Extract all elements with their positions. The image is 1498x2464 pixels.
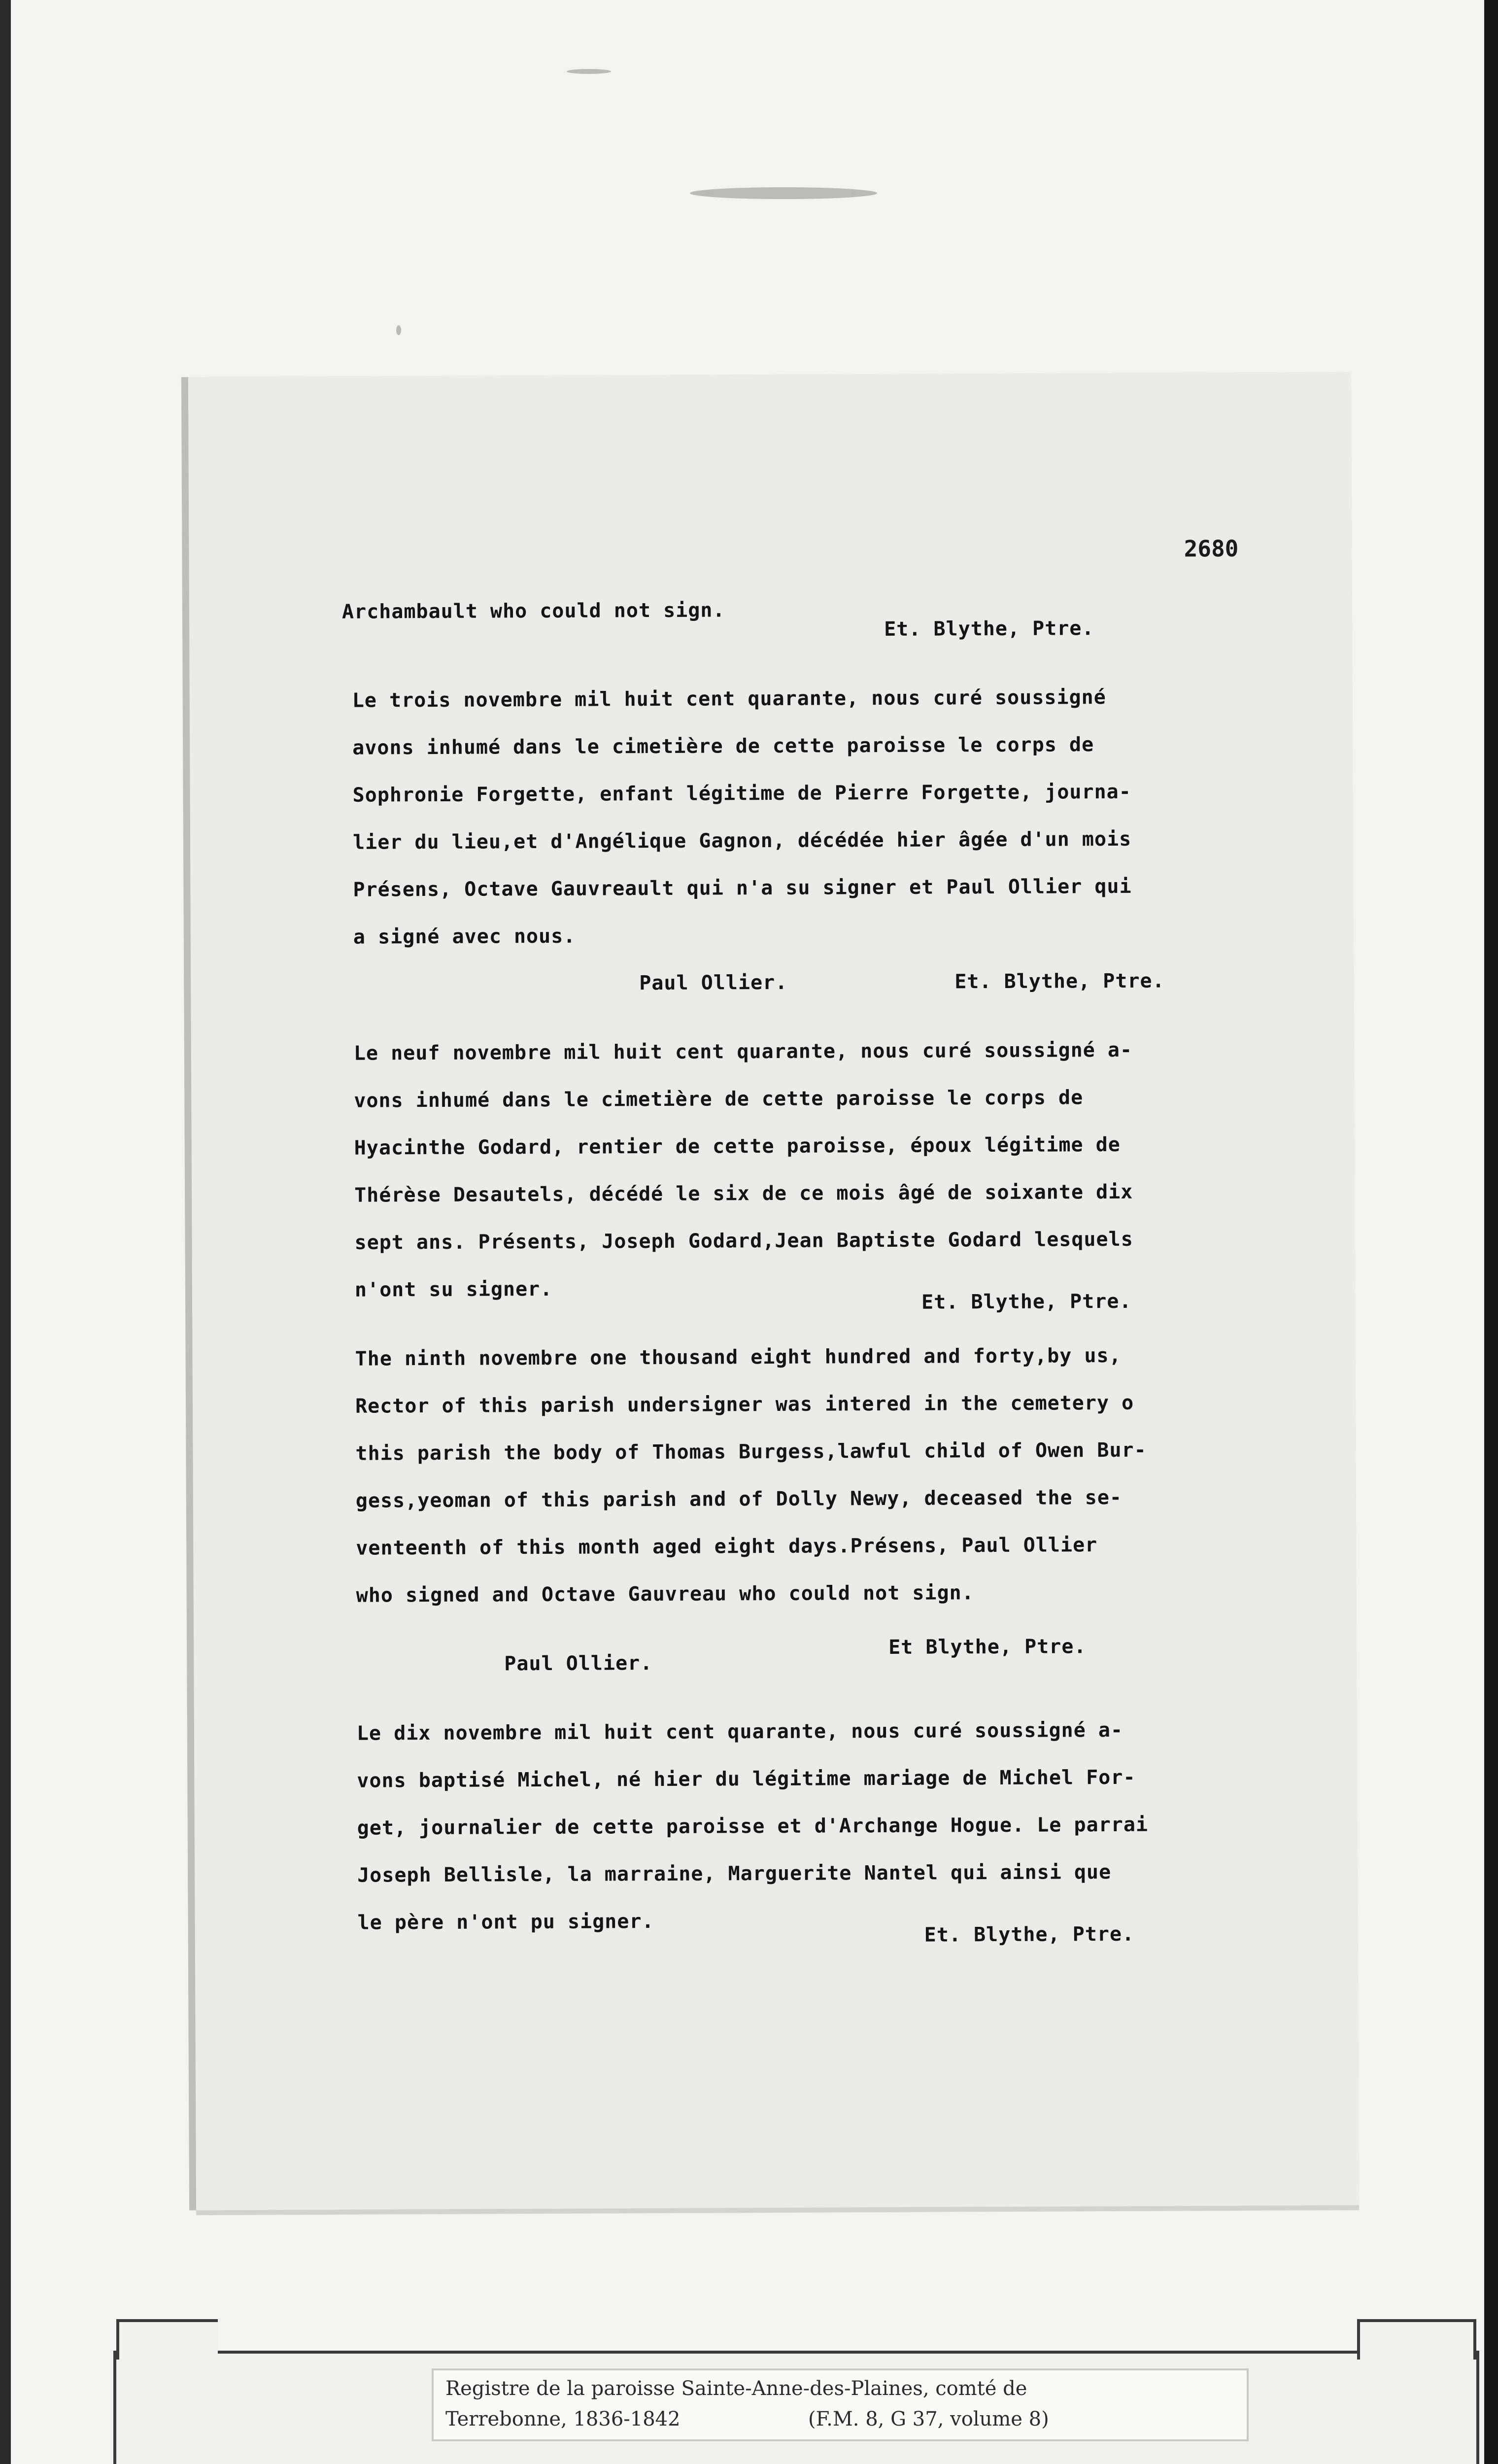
catalog-line: Terrebonne, 1836-1842 [445, 2408, 681, 2430]
signature-row [357, 1895, 1323, 1947]
signature-row [356, 1637, 1322, 1688]
dust-mark [567, 69, 611, 74]
card-tab [1357, 2319, 1476, 2360]
entry-line: this parish the body of Thomas Burgess,lawful child of Owen Bur- [355, 1438, 1147, 1465]
entry-line: Sophronie Forgette, enfant légitime de Pierre Forgette, journa- [352, 780, 1131, 807]
dust-mark [396, 325, 401, 335]
entry-line: a signé avec nous. [353, 924, 576, 949]
dust-mark [690, 187, 877, 199]
entry-line: who signed and Octave Gauvreau who could not sign. [356, 1581, 974, 1607]
card-tab [116, 2319, 218, 2360]
entry-line: gess,yeoman of this parish and of Dolly Newy, deceased the se- [355, 1486, 1123, 1512]
signature-row [353, 957, 1319, 1008]
entry-line: avons inhumé dans le cimetière de cette paroisse le corps de [352, 733, 1094, 759]
register-entry [355, 1331, 1322, 1688]
entry-line: vons baptisé Michel, né hier du légitime mariage de Michel For- [357, 1766, 1136, 1792]
signature-priest: Et. Blythe, Ptre. [884, 617, 1094, 641]
entry-line: Hyacinthe Godard, rentier de cette paroisse, époux légitime de [354, 1133, 1121, 1160]
register-entry [354, 1026, 1321, 1314]
film-edge-right [1484, 0, 1498, 2464]
entry-line: lier du lieu,et d'Angélique Gagnon, décédée hier âgée d'un mois [352, 827, 1132, 854]
entry-line: vons inhumé dans le cimetière de cette paroisse le corps de [354, 1086, 1084, 1112]
catalog-line: Registre de la paroisse Sainte-Anne-des-Plaines, comté de [445, 2377, 1027, 2400]
signature-priest: Et. Blythe, Ptre. [921, 1290, 1132, 1314]
archive-card [113, 2351, 1479, 2464]
entry-line: The ninth novembre one thousand eight hundred and forty,by us, [355, 1344, 1122, 1370]
entry-header-row [341, 599, 1318, 655]
entry-line: venteenth of this month aged eight days.Présens, Paul Ollier [356, 1534, 1098, 1560]
register-entry [357, 1706, 1324, 1947]
register-entry [352, 673, 1320, 1008]
entry-line: get, journalier de cette paroisse et d'Archange Hogue. Le parrai [357, 1813, 1149, 1840]
entry-line: le père n'ont pu signer. [357, 1910, 654, 1934]
signature-priest: Et Blythe, Ptre. [888, 1635, 1087, 1659]
page-number: 2680 [1184, 535, 1239, 562]
catalog-label [432, 2368, 1249, 2441]
signature-priest: Et. Blythe, Ptre. [924, 1922, 1135, 1947]
entry-line: Joseph Bellisle, la marraine, Marguerite Nantel qui ainsi que [357, 1861, 1112, 1887]
entry-line: Le neuf novembre mil huit cent quarante, nous curé soussigné a- [353, 1038, 1133, 1065]
entry-line: Le trois novembre mil huit cent quarante, nous curé soussigné [352, 686, 1106, 712]
signature-witness: Paul Ollier. [639, 971, 788, 995]
signature-witness: Paul Ollier. [504, 1652, 653, 1676]
register-text [341, 599, 1324, 1947]
entry-line: Présens, Octave Gauvreault qui n'a su signer et Paul Ollier qui [353, 875, 1132, 901]
entry-line: Rector of this parish undersigner was intered in the cemetery o [355, 1391, 1134, 1418]
entry-line: Archambault who could not sign. [341, 599, 725, 623]
signature-row [355, 1262, 1321, 1314]
typed-register-page [188, 372, 1359, 2210]
film-edge-left [0, 0, 11, 2464]
entry-line: Thérèse Desautels, décédé le six de ce mois âgé de soixante dix [354, 1180, 1133, 1207]
entry-line: n'ont su signer. [354, 1277, 553, 1301]
entry-line: Le dix novembre mil huit cent quarante, nous curé soussigné a- [356, 1718, 1124, 1745]
entry-line: sept ans. Présents, Joseph Godard,Jean Baptiste Godard lesquels [354, 1228, 1133, 1254]
signature-priest: Et. Blythe, Ptre. [954, 969, 1165, 993]
catalog-reference: (F.M. 8, G 37, volume 8) [808, 2408, 1049, 2430]
